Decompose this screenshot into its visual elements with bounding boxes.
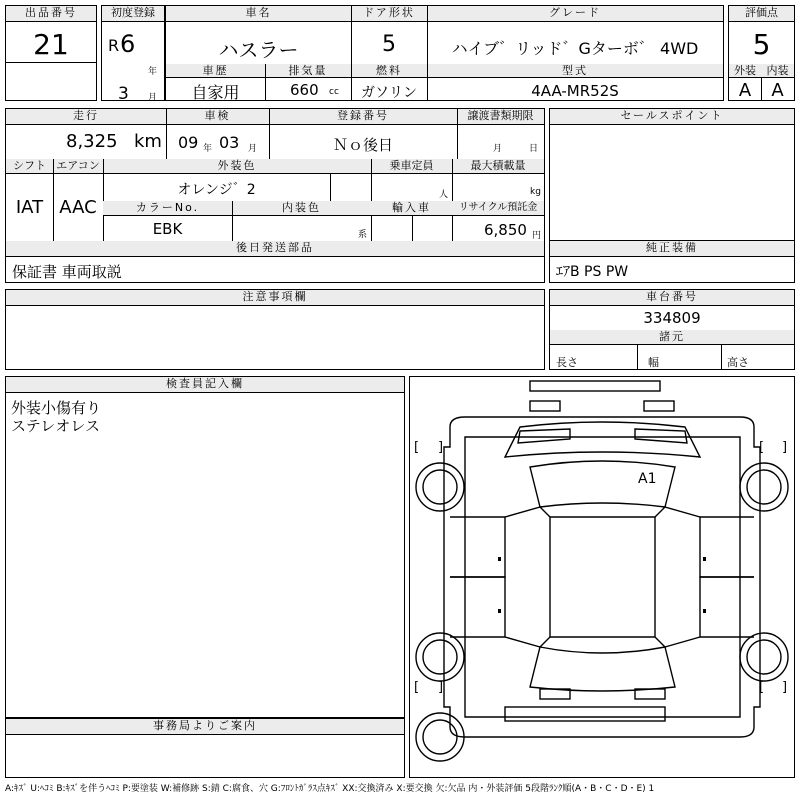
- chassis-box: [549, 289, 795, 370]
- interior-score: A: [771, 80, 784, 101]
- color-no-label: カラーNo.: [103, 201, 232, 216]
- recycle-value: 6,850: [484, 221, 527, 239]
- model-value: 4AA-MR52S: [531, 82, 619, 100]
- details-box: [5, 108, 545, 283]
- chassis-value: 334809: [643, 309, 701, 327]
- height-label: 高さ: [727, 356, 749, 369]
- int-color-unit: 系: [358, 230, 368, 240]
- inspection-label: 車検: [166, 109, 269, 125]
- equipment-value: ｴｱB PS PW: [556, 264, 629, 280]
- office-label: 事務局よりご案内: [6, 719, 404, 735]
- bracket-right-top-close: ]: [782, 440, 788, 455]
- bracket-left-top: [: [414, 440, 420, 455]
- score-box: [728, 5, 795, 101]
- reg-no-label: 登録番号: [269, 109, 457, 125]
- inspection-year: 09: [178, 133, 199, 152]
- later-parts-label: 後日発送部品: [6, 241, 544, 257]
- first-reg-year-unit: 年: [148, 67, 158, 77]
- bracket-right-bottom: [: [759, 680, 765, 695]
- legend-text: A:ｷｽﾞ U:ﾍｺﾐ B:ｷｽﾞを伴うﾍｺﾐ P:要塗装 W:補修跡 S:錆 C:腐食、穴 G:ﾌﾛﾝﾄｶﾞﾗｽ点ｷｽﾞ XX:交換済み X:要交換 欠:欠品 内・外装評価 5段階ﾗﾝｸ順(A・B・C・D・E) 1: [5, 784, 655, 794]
- specs-label: 諸元: [550, 330, 794, 345]
- inspection-month: 03: [219, 133, 240, 152]
- sales-point-label: セールスポイント: [550, 109, 794, 125]
- mileage-value: 8,325: [66, 131, 118, 152]
- car-name: ハスラー: [218, 38, 299, 62]
- first-reg-box: [101, 5, 165, 104]
- first-reg-year: 6: [120, 30, 136, 58]
- car-diagram: [410, 377, 794, 777]
- first-reg-era: R: [108, 36, 120, 55]
- equipment-box: [549, 240, 795, 283]
- length-label: 長さ: [556, 356, 578, 369]
- history-label: 車歴: [166, 64, 265, 78]
- bracket-left-bottom-close: ]: [438, 680, 444, 695]
- aircon-label: エアコン: [53, 159, 103, 174]
- capacity-label: 乗車定員: [371, 159, 452, 174]
- chassis-label: 車台番号: [550, 290, 794, 306]
- first-reg-month: 3: [118, 84, 129, 104]
- displacement-value: 660: [290, 81, 319, 99]
- sales-point-box: [549, 108, 795, 242]
- bracket-right-top: [: [759, 440, 765, 455]
- model-label: 型式: [427, 64, 723, 78]
- interior-label: 内装: [761, 64, 794, 78]
- reg-no-value: Ｎｏ後日: [332, 136, 393, 154]
- fuel-label: 燃料: [351, 64, 427, 78]
- recycle-label: リサイクル預託金: [452, 201, 544, 216]
- equipment-label: 純正装備: [550, 241, 794, 257]
- first-reg-label: 初度登録: [102, 6, 164, 22]
- inspector-line-2: ステレオレス: [11, 417, 100, 435]
- inspector-box: [5, 376, 405, 718]
- notes-label: 注意事項欄: [6, 290, 544, 306]
- import-label: 輸入車: [371, 201, 452, 216]
- bracket-right-bottom-close: ]: [782, 680, 788, 695]
- lot-number: 21: [33, 28, 69, 61]
- bracket-left-bottom: [: [414, 680, 420, 695]
- lot-label: 出品番号: [6, 6, 96, 22]
- fuel-value: ガソリン: [361, 85, 417, 101]
- grade-value: ハイブ゛リッド゛Gターボ゛ 4WD: [451, 39, 699, 58]
- car-name-label: 車名: [166, 6, 351, 22]
- bracket-left-top-close: ]: [438, 440, 444, 455]
- transfer-label: 譲渡書類期限: [457, 109, 544, 125]
- transfer-month: 月: [493, 144, 503, 154]
- doors-value: 5: [382, 32, 396, 57]
- transfer-day: 日: [529, 144, 539, 154]
- width-label: 幅: [648, 356, 659, 369]
- inspector-line-1: 外装小傷有り: [11, 399, 102, 417]
- capacity-unit: 人: [439, 190, 449, 200]
- inspection-month-unit: 月: [248, 144, 258, 154]
- displacement-label: 排気量: [265, 64, 351, 78]
- max-load-unit: kg: [530, 187, 541, 197]
- score-label: 評価点: [729, 6, 794, 22]
- aircon-value: AAC: [59, 197, 97, 218]
- car-diagram-box: [409, 376, 795, 778]
- office-box: [5, 718, 405, 778]
- grade-label: グレード: [427, 6, 723, 22]
- mileage-label: 走行: [6, 109, 166, 125]
- displacement-unit: cc: [329, 87, 339, 97]
- shift-value: IAT: [15, 197, 44, 218]
- score-value: 5: [752, 28, 771, 61]
- recycle-unit: 円: [532, 231, 542, 241]
- inspector-label: 検査員記入欄: [6, 377, 404, 393]
- lot-box: [5, 5, 97, 101]
- doors-label: ドア形状: [351, 6, 427, 22]
- color-no-value: EBK: [152, 220, 183, 238]
- int-color-label: 内装色: [232, 201, 371, 216]
- exterior-score: A: [738, 80, 752, 101]
- later-parts-value: 保証書 車両取説: [12, 263, 122, 281]
- ext-color-value: オレンジ゛2: [177, 182, 256, 198]
- history-value: 自家用: [191, 83, 240, 102]
- notes-box: [5, 289, 545, 370]
- ext-color-label: 外装色: [103, 159, 371, 174]
- first-reg-month-unit: 月: [148, 93, 158, 103]
- exterior-label: 外装: [729, 64, 761, 78]
- shift-label: シフト: [6, 159, 53, 174]
- vehicle-main-box: [165, 5, 724, 101]
- max-load-label: 最大積載量: [452, 159, 544, 174]
- mileage-unit: km: [134, 131, 162, 152]
- damage-marker-a1: A1: [638, 471, 657, 487]
- inspection-year-unit: 年: [203, 144, 213, 154]
